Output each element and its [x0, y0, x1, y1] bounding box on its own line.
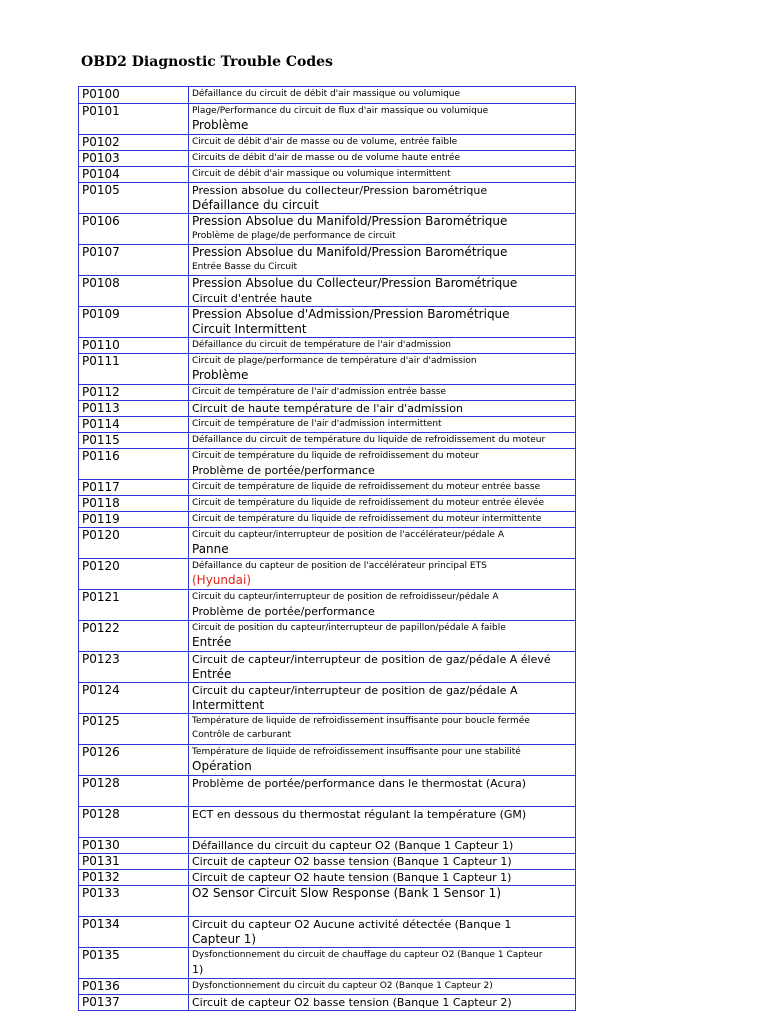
- dtc-code: P0132: [79, 870, 189, 886]
- dtc-description: [189, 214, 576, 245]
- table-row: [79, 87, 576, 104]
- dtc-code: P0124: [79, 683, 189, 714]
- dtc-code: P0136: [79, 979, 189, 995]
- dtc-description-line: Problème: [192, 368, 249, 382]
- dtc-description-line: Capteur 1): [192, 932, 257, 946]
- page-title: OBD2 Diagnostic Trouble Codes: [81, 54, 333, 70]
- dtc-description: [189, 590, 576, 621]
- dtc-description-line: Circuit de température du liquide de refroidissement du moteur: [192, 451, 480, 461]
- dtc-description: [189, 496, 576, 512]
- table-row: [79, 870, 576, 886]
- dtc-description-line: Température de liquide de refroidissement insuffisante pour une stabilité: [192, 747, 521, 757]
- table-row: [79, 714, 576, 745]
- dtc-description-line: Pression Absolue d'Admission/Pression Barométrique: [192, 307, 510, 321]
- dtc-description-line: Circuit de capteur O2 basse tension (Banque 1 Capteur 1): [192, 855, 512, 868]
- table-row: [79, 449, 576, 480]
- dtc-description-line: Circuit de capteur O2 haute tension (Banque 1 Capteur 1): [192, 871, 512, 884]
- dtc-description: [189, 512, 576, 528]
- dtc-code: P0118: [79, 496, 189, 512]
- dtc-description-line: Opération: [192, 759, 252, 773]
- dtc-description: [189, 870, 576, 886]
- dtc-description-line: Pression absolue du collecteur/Pression barométrique: [192, 184, 488, 197]
- dtc-code: P0112: [79, 385, 189, 401]
- table-row: [79, 886, 576, 917]
- dtc-description: [189, 838, 576, 854]
- table-row: [79, 167, 576, 183]
- table-row: [79, 135, 576, 151]
- dtc-description-line: Dysfonctionnement du circuit du capteur O2 (Banque 1 Capteur 2): [192, 981, 493, 991]
- dtc-code: P0102: [79, 135, 189, 151]
- dtc-description-line: Circuit de débit d'air massique ou volumique intermittent: [192, 169, 451, 179]
- table-row: [79, 683, 576, 714]
- dtc-description: [189, 652, 576, 683]
- dtc-description-line: Circuit de température de liquide de refroidissement du moteur entrée basse: [192, 482, 541, 492]
- dtc-code: P0130: [79, 838, 189, 854]
- dtc-code: P0121: [79, 590, 189, 621]
- dtc-description-line: Circuit de débit d'air de masse ou de volume, entrée faible: [192, 137, 458, 147]
- dtc-description: [189, 385, 576, 401]
- table-row: [79, 151, 576, 167]
- dtc-code: P0117: [79, 480, 189, 496]
- dtc-code: P0123: [79, 652, 189, 683]
- dtc-description: [189, 917, 576, 948]
- table-row: [79, 948, 576, 979]
- dtc-description: [189, 183, 576, 214]
- table-row: [79, 512, 576, 528]
- dtc-description-line: Entrée Basse du Circuit: [192, 262, 298, 272]
- table-row: [79, 776, 576, 807]
- dtc-description-line: Entrée: [192, 667, 232, 681]
- dtc-code: P0101: [79, 104, 189, 135]
- dtc-code: P0103: [79, 151, 189, 167]
- dtc-description: [189, 559, 576, 590]
- table-row: [79, 590, 576, 621]
- table-row: [79, 385, 576, 401]
- dtc-description: [189, 354, 576, 385]
- dtc-description: [189, 401, 576, 417]
- dtc-description: [189, 433, 576, 449]
- dtc-description-line: Défaillance du circuit de température du liquide de refroidissement du moteur: [192, 435, 546, 445]
- dtc-description: [189, 807, 576, 838]
- table-row: [79, 745, 576, 776]
- dtc-description-line: O2 Sensor Circuit Slow Response (Bank 1 Sensor 1): [192, 886, 501, 900]
- dtc-description-line: Entrée: [192, 635, 232, 649]
- table-row: [79, 652, 576, 683]
- dtc-description-line: 1): [192, 963, 204, 976]
- dtc-description: [189, 307, 576, 338]
- table-row: [79, 307, 576, 338]
- dtc-code: P0115: [79, 433, 189, 449]
- dtc-description: [189, 87, 576, 104]
- dtc-description-line: Défaillance du circuit de température de l'air d'admission: [192, 340, 451, 350]
- dtc-description: [189, 854, 576, 870]
- dtc-description: [189, 979, 576, 995]
- table-row: [79, 854, 576, 870]
- dtc-code: P0137: [79, 995, 189, 1011]
- dtc-description: [189, 714, 576, 745]
- dtc-code: P0105: [79, 183, 189, 214]
- dtc-description: [189, 528, 576, 559]
- dtc-code: P0113: [79, 401, 189, 417]
- table-row: [79, 401, 576, 417]
- dtc-description-line: Panne: [192, 542, 229, 556]
- dtc-description: [189, 449, 576, 480]
- dtc-code: P0131: [79, 854, 189, 870]
- dtc-description-line: Température de liquide de refroidissement insuffisante pour boucle fermée: [192, 716, 530, 726]
- dtc-code: P0104: [79, 167, 189, 183]
- dtc-description-line: Circuit du capteur/interrupteur de position de l'accélérateur/pédale A: [192, 530, 504, 540]
- dtc-table: [78, 86, 576, 1011]
- dtc-description-line: Défaillance du circuit: [192, 198, 319, 212]
- dtc-description-line: Pression Absolue du Manifold/Pression Barométrique: [192, 245, 508, 259]
- dtc-code: P0111: [79, 354, 189, 385]
- dtc-description-line: Intermittent: [192, 698, 265, 712]
- dtc-description-line: Problème de portée/performance dans le thermostat (Acura): [192, 777, 527, 790]
- dtc-description-line: Circuits de débit d'air de masse ou de volume haute entrée: [192, 153, 460, 163]
- dtc-description-line: Circuit du capteur/interrupteur de position de refroidisseur/pédale A: [192, 592, 499, 602]
- dtc-code: P0128: [79, 807, 189, 838]
- dtc-description: [189, 621, 576, 652]
- dtc-description-line: Défaillance du capteur de position de l'accélérateur principal ETS: [192, 561, 487, 571]
- dtc-description-line: Pression Absolue du Manifold/Pression Barométrique: [192, 214, 508, 228]
- dtc-table-body: [79, 87, 576, 1011]
- dtc-description: [189, 151, 576, 167]
- dtc-description-line: Problème: [192, 118, 249, 132]
- dtc-description: [189, 167, 576, 183]
- dtc-description-line: Défaillance du circuit de débit d'air massique ou volumique: [192, 89, 461, 99]
- table-row: [79, 214, 576, 245]
- table-row: [79, 528, 576, 559]
- table-row: [79, 480, 576, 496]
- dtc-description-line: Circuit de température du liquide de refroidissement du moteur entrée élevée: [192, 498, 545, 508]
- dtc-description-line: Circuit de position du capteur/interrupteur de papillon/pédale A faible: [192, 623, 506, 633]
- dtc-code: P0134: [79, 917, 189, 948]
- table-row: [79, 183, 576, 214]
- table-row: [79, 559, 576, 590]
- dtc-description-line: Contrôle de carburant: [192, 730, 292, 740]
- dtc-code: P0135: [79, 948, 189, 979]
- table-row: [79, 621, 576, 652]
- dtc-description: [189, 480, 576, 496]
- dtc-description-line: Circuit Intermittent: [192, 322, 307, 336]
- dtc-description-line: Circuit de température de l'air d'admission intermittent: [192, 419, 442, 429]
- dtc-code: P0114: [79, 417, 189, 433]
- dtc-description-line: Dysfonctionnement du circuit de chauffage du capteur O2 (Banque 1 Capteur: [192, 950, 543, 960]
- dtc-description: [189, 745, 576, 776]
- dtc-code: P0106: [79, 214, 189, 245]
- dtc-description-line: Circuit de température du liquide de refroidissement du moteur intermittente: [192, 514, 542, 524]
- table-row: [79, 354, 576, 385]
- dtc-description-line: Problème de portée/performance: [192, 605, 375, 618]
- table-row: [79, 338, 576, 354]
- dtc-description: [189, 104, 576, 135]
- dtc-description-line: Circuit d'entrée haute: [192, 292, 313, 305]
- dtc-description: [189, 683, 576, 714]
- table-row: [79, 433, 576, 449]
- dtc-code: P0122: [79, 621, 189, 652]
- dtc-description-line: Problème de plage/de performance de circuit: [192, 231, 396, 241]
- dtc-description: [189, 276, 576, 307]
- dtc-code: P0110: [79, 338, 189, 354]
- dtc-description: [189, 776, 576, 807]
- dtc-description: [189, 338, 576, 354]
- dtc-code: P0133: [79, 886, 189, 917]
- dtc-description: [189, 948, 576, 979]
- dtc-code: P0108: [79, 276, 189, 307]
- dtc-description: [189, 886, 576, 917]
- dtc-description-line: Circuit de capteur O2 basse tension (Banque 1 Capteur 2): [192, 996, 512, 1009]
- table-row: [79, 838, 576, 854]
- table-row: [79, 276, 576, 307]
- dtc-description-line: Circuit de haute température de l'air d'admission: [192, 402, 463, 415]
- table-row: [79, 496, 576, 512]
- dtc-description: [189, 417, 576, 433]
- dtc-code: P0128: [79, 776, 189, 807]
- dtc-description: [189, 995, 576, 1011]
- dtc-code: P0100: [79, 87, 189, 104]
- table-row: [79, 917, 576, 948]
- dtc-description-line: Circuit du capteur O2 Aucune activité détectée (Banque 1: [192, 918, 512, 931]
- table-row: [79, 807, 576, 838]
- table-row: [79, 995, 576, 1011]
- dtc-code: P0125: [79, 714, 189, 745]
- dtc-code: P0119: [79, 512, 189, 528]
- dtc-description-line: Problème de portée/performance: [192, 464, 375, 477]
- dtc-description-line: Circuit de température de l'air d'admission entrée basse: [192, 387, 447, 397]
- dtc-description-line: (Hyundai): [192, 573, 252, 587]
- dtc-description-line: Plage/Performance du circuit de flux d'air massique ou volumique: [192, 106, 489, 116]
- dtc-code: P0107: [79, 245, 189, 276]
- dtc-code: P0126: [79, 745, 189, 776]
- dtc-code: P0109: [79, 307, 189, 338]
- table-row: [79, 245, 576, 276]
- table-row: [79, 104, 576, 135]
- dtc-description-line: ECT en dessous du thermostat régulant la température (GM): [192, 808, 527, 821]
- dtc-description-line: Circuit de capteur/interrupteur de position de gaz/pédale A élevé: [192, 653, 551, 666]
- dtc-description-line: Pression Absolue du Collecteur/Pression Barométrique: [192, 276, 518, 290]
- dtc-description-line: Circuit du capteur/interrupteur de position de gaz/pédale A: [192, 684, 518, 697]
- dtc-code: P0116: [79, 449, 189, 480]
- dtc-description-line: Circuit de plage/performance de température d'air d'admission: [192, 356, 477, 366]
- dtc-description-line: Défaillance du circuit du capteur O2 (Banque 1 Capteur 1): [192, 839, 514, 852]
- dtc-code: P0120: [79, 528, 189, 559]
- dtc-description: [189, 135, 576, 151]
- dtc-code: P0120: [79, 559, 189, 590]
- table-row: [79, 979, 576, 995]
- table-row: [79, 417, 576, 433]
- dtc-description: [189, 245, 576, 276]
